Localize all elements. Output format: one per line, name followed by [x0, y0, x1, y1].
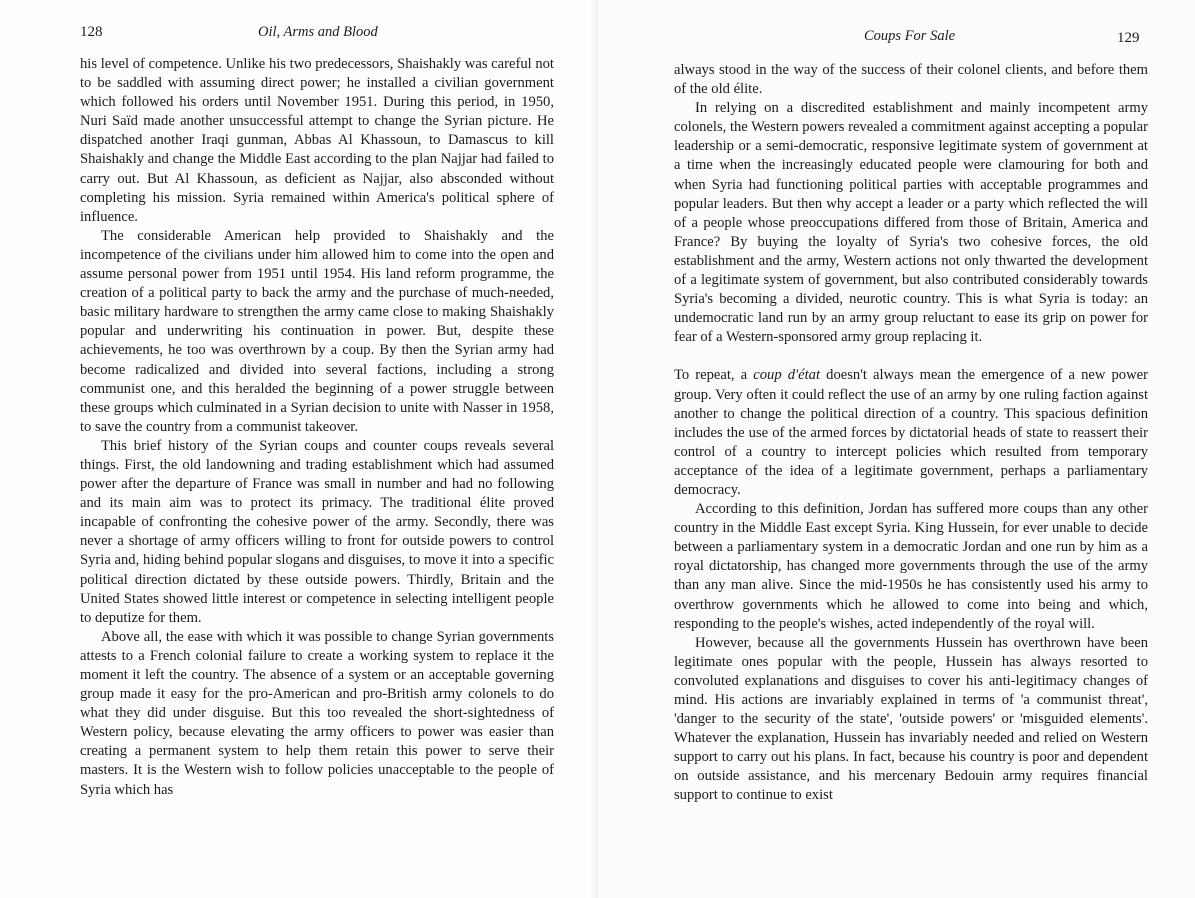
right-page [598, 0, 1195, 898]
right-paragraph-1: always stood in the way of the success of their colonel clients, and before them of the old élite. [674, 62, 1148, 98]
right-paragraph-4: According to this definition, Jordan has suffered more coups than any other country in the Middle East except Syria. King Hussein, for ever unable to decide between a parliamentary system in a democratic Jordan and one run by him as a royal dictatorship, has changed more governments through the use of the army than any man alive. Since the mid-1950s he has consistently used his army to overthrow governments which he allowed to come into being and which, responding to the people's wishes, acted independently of the royal will. [674, 501, 1148, 632]
left-running-head-title: Oil, Arms and Blood [258, 24, 378, 40]
left-running-head [80, 22, 554, 42]
right-paragraph-5: However, because all the governments Hussein has overthrown have been legitimate ones popular with the people, Hussein has always resorted to convoluted explanations and disguises to cover his anti-legitimacy changes of mind. His actions are invariably explained in terms of 'a communist threat', 'danger to the security of the state', 'outside powers' or 'misguided elements'. Whatever the explanation, Hussein has invariably needed and relied on Western support to carry out his plans. In fact, because his country is poor and dependent on outside assistance, and his mercenary Bedouin army requires financial support to continue to exist [674, 634, 1148, 804]
right-body-text [674, 61, 1148, 806]
left-paragraph-2: The considerable American help provided to Shaishakly and the incompetence of the civilians under him allowed him to come into the open and assume personal power from 1951 until 1954. His land reform programme, the creation of a political party to back the army and the purchase of much-needed, basic military hardware to strengthen the army came close to making Shaishakly popular and underwriting his continuation in power. But, despite these achievements, he too was overthrown by a coup. By then the Syrian army had become radicalized and divided into several factions, including a strong communist one, and this heralded the beginning of a power struggle between these groups which culminated in a Syrian decision to unite with Nasser in 1958, to save the country from a communist takeover. [80, 227, 554, 435]
left-body-text [80, 55, 554, 800]
right-running-head-title: Coups For Sale [864, 28, 956, 44]
coup-detat-term: coup d'état [753, 367, 821, 384]
right-paragraph-3-lead: To repeat, a [674, 367, 754, 384]
left-paragraph-4: Above all, the ease with which it was possible to change Syrian governments attests to a French colonial failure to create a working system to replace it the moment it left the country. The absence of a system or an acceptable governing group made it easy for the pro-American and pro-British army colonels to do what they did under disguise. But this too revealed the short-sightedness of Western policy, because elevating the army officers to power was easier than creating a permanent system to help them retain this power to serve their masters. It is the Western wish to follow policies unacceptable to the people of Syria which has [80, 628, 554, 798]
right-paragraph-3-rest: doesn't always mean the emergence of a new power group. Very often it could reflect the use of an army by one ruling faction against another to change the political direction of a country. This spacious definition includes the use of the armed forces by dictatorial heads of state to reassert their control of a country to intercept policies which resulted from temporary acceptance of the idea of a legitimate government, perhaps a parliamentary democracy. [674, 367, 1148, 498]
right-paragraph-2: In relying on a discredited establishment and mainly incompetent army colonels, the Western powers revealed a commitment against accepting a popular leadership or a semi-democratic, responsive legitimate system of government at a time when the increasingly educated people were clamouring for both and when Syria had functioning political parties with acceptable programmes and popular leaders. But then why accept a leader or a party which reflected the will of a people whose preoccupations differed from those of Britain, America and France? By buying the loyalty of Syria's two cohesive forces, the old establishment and the army, Western actions not only thwarted the development of a legitimate system of government, but also contributed considerably towards Syria's becoming a divided, neurotic country. This is what Syria is today: an undemocratic land run by an army group reluctant to ease its grip on power for fear of a Western-sponsored army group replacing it. [674, 100, 1148, 346]
left-page-number: 128 [80, 24, 103, 40]
left-paragraph-1: his level of competence. Unlike his two predecessors, Shaishakly was careful not to be saddled with assuming direct power; he installed a civilian government which followed his orders until November 1951. During this period, in 1950, Nuri Saïd made another unsuccessful attempt to change the Syrian picture. He dispatched another Iraqi gunman, Abbas Al Khassoun, to Damascus to kill Shaishakly and change the Middle East according to the plan Najjar had failed to carry out. But Al Khassoun, as deficient as Najjar, also absconded without completing his mission. Syria remained within America's political sphere of influence. [80, 56, 554, 225]
right-running-head [674, 26, 1148, 46]
right-page-number: 129 [1117, 30, 1140, 46]
right-paragraph-3 [674, 366, 1148, 500]
left-paragraph-3: This brief history of the Syrian coups and counter coups reveals several things. First, the old landowning and trading establishment which had assumed power after the departure of France was small in number and had no following and its main aim was to protect its primacy. The traditional élite proved incapable of confronting the cohesive power of the army. Secondly, there was never a shortage of army officers willing to front for outside powers to control Syria and, hiding behind popular slogans and disguises, to move it into a specific political direction dictated by these outside powers. Thirdly, Britain and the United States showed little interest or competence in selecting intelligent people to deputize for them. [80, 437, 554, 626]
